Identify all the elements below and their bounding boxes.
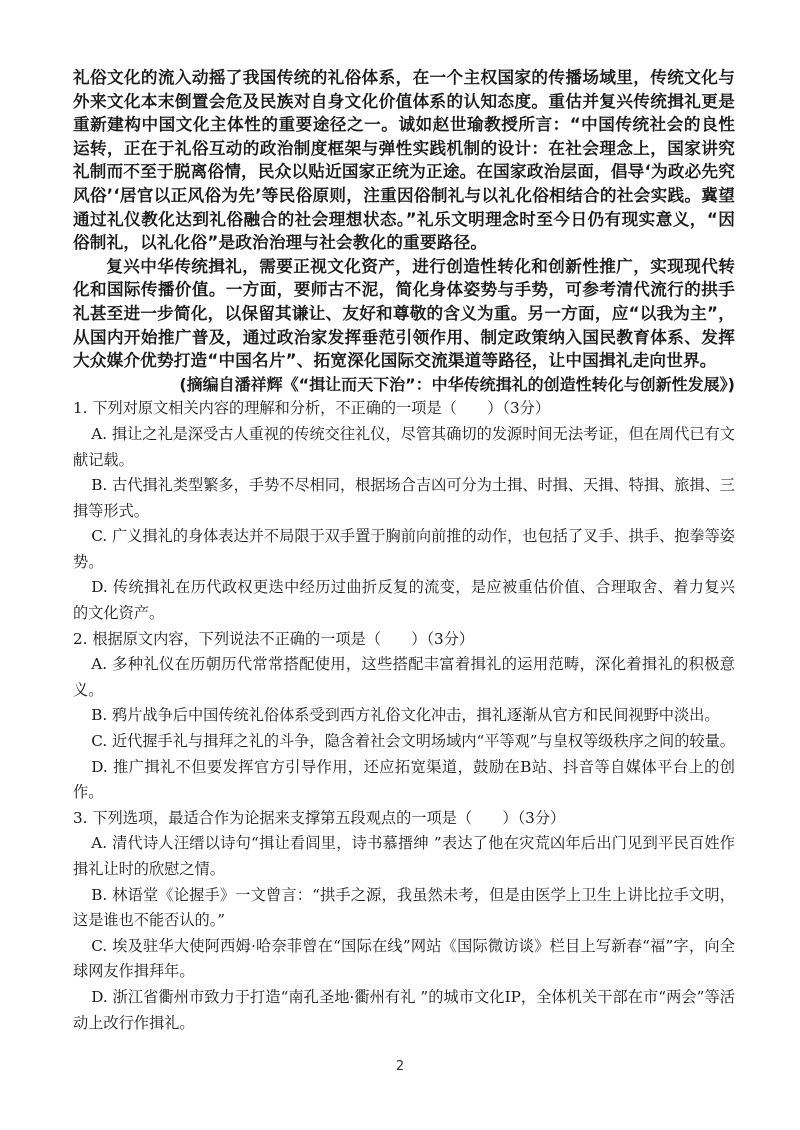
option-b: B. 鸦片战争后中国传统礼俗体系受到西方礼俗文化冲击，揖礼逐渐从官方和民间视野中淡出。 bbox=[91, 706, 720, 725]
passage-paragraph-1: 礼俗文化的流入动摇了我国传统的礼俗体系，在一个主权国家的传播场域里，传统文化与外来文化本末倒置会危及民族对自身文化价值体系的认知态度。重估并复兴传统揖礼更是重新建构中国文化主体性的重要途径之一。诚如赵世瑜教授所言：“中国传统社会的良性运转，正在于礼俗互动的政治制度框架与弹性实践机制的设计：在社会理念上，国家讲究礼制而不至于脱离俗情，民众以贴近国家正统为正途。在国家政治层面，倡导‘为政必先究风俗’‘居官以正风俗为先’等民俗原则，注重因俗制礼与以礼化俗相结合的社会实践。冀望通过礼仪教化达到礼俗融合的社会理想状态。”礼乐文明理念时至今日仍有现实意义，“因俗制礼，以礼化俗”是政治治理与社会教化的重要路径。 bbox=[73, 68, 735, 253]
question-stem: 2. 根据原文内容，下列说法不正确的一项是（ ）（3分） bbox=[73, 629, 475, 648]
option-c: C. 埃及驻华大使阿西姆·哈奈菲曾在“国际在线”网站《国际微访谈》栏目上写新春“福”字，向全球网友作揖拜年。 bbox=[73, 936, 735, 981]
option-c: C. 近代握手礼与揖拜之礼的斗争，隐含着社会文明场域内“平等观”与皇权等级秩序之间的较量。 bbox=[91, 732, 735, 751]
question-1 bbox=[73, 396, 735, 626]
question-3 bbox=[73, 806, 735, 1036]
question-list bbox=[73, 396, 735, 1036]
option-a: A. 揖让之礼是深受古人重视的传统交往礼仪，尽管其确切的发源时间无法考证，但在周代已有文献记载。 bbox=[73, 424, 735, 469]
passage-source: (摘编自潘祥辉《“揖让而天下治”：中华传统揖礼的创造性转化与创新性发展》) bbox=[179, 374, 735, 394]
option-a: A. 清代诗人汪缙以诗句“揖让看闾里，诗书慕搢绅 ”表达了他在灾荒凶年后出门见到平民百姓作揖礼让时的欣慰之情。 bbox=[73, 834, 735, 878]
option-d: D. 浙江省衢州市致力于打造“南孔圣地·衢州有礼 ”的城市文化IP，全体机关干部在市“两会”等活动上改行作揖礼。 bbox=[73, 987, 735, 1032]
question-stem: 3. 下列选项，最适合作为论据来支撑第五段观点的一项是（ ）（3分） bbox=[73, 808, 566, 827]
question-2 bbox=[73, 627, 735, 806]
option-d: D. 推广揖礼不但要发挥官方引导作用，还应拓宽渠道，鼓励在B站、抖音等自媒体平台上的创作。 bbox=[73, 757, 735, 802]
option-a: A. 多种礼仪在历朝历代常常搭配使用，这些搭配丰富着揖礼的运用范畴，深化着揖礼的积极意义。 bbox=[73, 655, 735, 699]
option-d: D. 传统揖礼在历代政权更迭中经历过曲折反复的流变，是应被重估价值、合理取舍、着力复兴的文化资产。 bbox=[73, 578, 735, 623]
passage-paragraph-2: 复兴中华传统揖礼，需要正视文化资产，进行创造性转化和创新性推广，实现现代转化和国际传播价值。一方面，要师古不泥，简化身体姿势与手势，可参考清代流行的拱手礼甚至进一步简化，以保留其谦让、友好和尊敬的含义为重。另一方面，应“以我为主”，从国内开始推广普及，通过政治家发挥垂范引领作用、制定政策纳入国民教育体系、发挥大众媒介优势打造“中国名片”、拓宽深化国际交流渠道等路径，让中国揖礼走向世界。 bbox=[73, 256, 735, 371]
option-c: C. 广义揖礼的身体表达并不局限于双手置于胸前向前推的动作，也包括了叉手、拱手、抱拳等姿势。 bbox=[73, 527, 735, 571]
page-number: 2 bbox=[395, 1059, 405, 1074]
option-b: B. 古代揖礼类型繁多，手势不尽相同，根据场合吉凶可分为土揖、时揖、天揖、特揖、旅揖、三揖等形式。 bbox=[73, 476, 735, 520]
question-stem: 1. 下列对原文相关内容的理解和分析，不正确的一项是（ ）（3分） bbox=[73, 399, 551, 418]
option-b: B. 林语堂《论握手》一文曾言：“拱手之源，我虽然未考，但是由医学上卫生上讲比拉手文明，这是谁也不能否认的。” bbox=[73, 885, 735, 930]
exam-page bbox=[73, 66, 735, 1036]
